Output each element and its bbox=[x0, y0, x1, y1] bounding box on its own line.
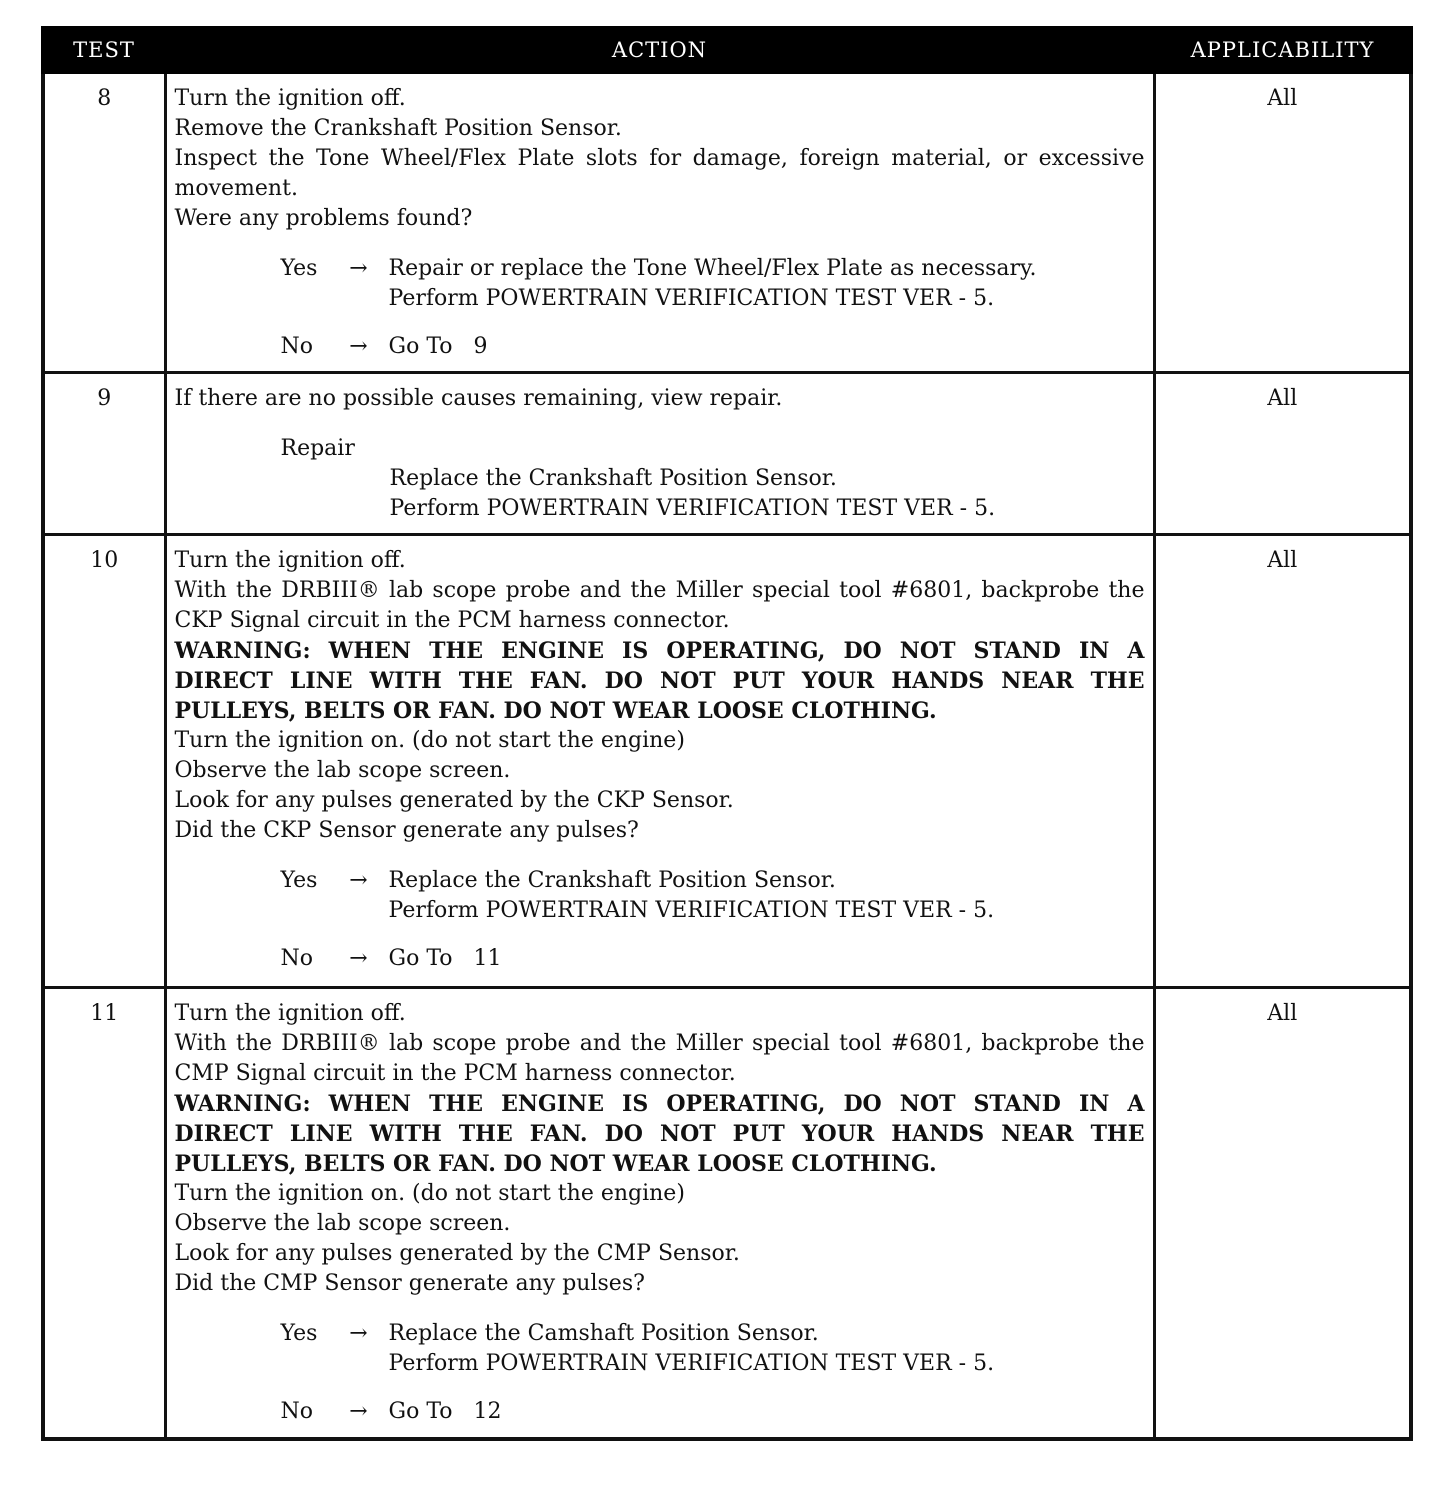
diagnostic-page bbox=[41, 26, 1409, 1441]
action-question: Were any problems found? bbox=[174, 206, 473, 231]
yes-result-line: Perform POWERTRAIN VERIFICATION TEST VER - 5. bbox=[388, 1350, 995, 1376]
action-line: Turn the ignition on. (do not start the engine) bbox=[174, 727, 685, 753]
applicability-cell: All bbox=[1154, 987, 1411, 1439]
warning-text: WARNING: WHEN THE ENGINE IS OPERATING, DO NOT STAND IN A DIRECT LINE WITH THE FAN. DO NOT PUT YOUR HANDS NEAR THE PULLEYS, BELTS OR FAN. DO NOT WEAR LOOSE CLOTHING. bbox=[174, 637, 1145, 724]
yes-result-line: Repair or replace the Tone Wheel/Flex Plate as necessary. bbox=[388, 256, 1037, 281]
no-label: No bbox=[280, 334, 313, 359]
yes-label: Yes bbox=[280, 867, 318, 893]
action-line: Observe the lab scope screen. bbox=[174, 757, 511, 783]
repair-line: Replace the Crankshaft Position Sensor. bbox=[389, 465, 837, 491]
table-row bbox=[43, 72, 1411, 372]
test-number: 9 bbox=[43, 372, 165, 534]
yes-result bbox=[389, 254, 1145, 314]
arrow-right-icon: → bbox=[349, 945, 368, 971]
test-number: 10 bbox=[43, 534, 165, 987]
action-line: Turn the ignition off. bbox=[174, 86, 406, 111]
test-number: 8 bbox=[43, 72, 165, 372]
yes-result-line: Perform POWERTRAIN VERIFICATION TEST VER - 5. bbox=[388, 286, 995, 311]
repair-label: Repair bbox=[280, 435, 355, 461]
action-cell bbox=[165, 372, 1154, 534]
arrow-right-icon: → bbox=[349, 1398, 368, 1424]
table-row bbox=[43, 534, 1411, 987]
action-line: Look for any pulses generated by the CKP Sensor. bbox=[174, 787, 734, 813]
applicability-cell: All bbox=[1154, 372, 1411, 534]
no-result: Go To 9 bbox=[388, 334, 488, 359]
header-applicability: APPLICABILITY bbox=[1154, 28, 1411, 72]
arrow-right-icon: → bbox=[349, 867, 368, 893]
action-line: If there are no possible causes remaining, view repair. bbox=[174, 385, 783, 411]
action-line: Inspect the Tone Wheel/Flex Plate slots for damage, foreign material, or excessive movement. bbox=[174, 146, 1145, 201]
yes-result-line: Replace the Crankshaft Position Sensor. bbox=[388, 867, 836, 893]
diagnostic-test-table bbox=[41, 26, 1413, 1441]
yes-label: Yes bbox=[280, 1320, 318, 1346]
action-cell bbox=[165, 534, 1154, 987]
action-line: Look for any pulses generated by the CMP Sensor. bbox=[174, 1240, 740, 1266]
table-row bbox=[43, 372, 1411, 534]
no-branch bbox=[281, 1397, 1145, 1427]
applicability-cell: All bbox=[1154, 534, 1411, 987]
yes-result-line: Perform POWERTRAIN VERIFICATION TEST VER - 5. bbox=[388, 897, 995, 923]
table-header-row bbox=[43, 28, 1411, 72]
action-question: Did the CMP Sensor generate any pulses? bbox=[174, 1270, 645, 1296]
yes-branch bbox=[281, 254, 1145, 314]
action-line: Turn the ignition off. bbox=[174, 547, 406, 573]
no-branch bbox=[281, 332, 1145, 362]
header-action: ACTION bbox=[165, 28, 1154, 72]
repair-line: Perform POWERTRAIN VERIFICATION TEST VER - 5. bbox=[389, 495, 996, 521]
yes-result-line: Replace the Camshaft Position Sensor. bbox=[388, 1320, 819, 1346]
no-branch bbox=[281, 944, 1145, 974]
yes-result bbox=[389, 1319, 1145, 1379]
table-row bbox=[43, 987, 1411, 1439]
warning-text: WARNING: WHEN THE ENGINE IS OPERATING, DO NOT STAND IN A DIRECT LINE WITH THE FAN. DO NOT PUT YOUR HANDS NEAR THE PULLEYS, BELTS OR FAN. DO NOT WEAR LOOSE CLOTHING. bbox=[174, 1090, 1145, 1177]
no-result: Go To 11 bbox=[388, 945, 502, 971]
action-cell bbox=[165, 987, 1154, 1439]
header-test: TEST bbox=[43, 28, 165, 72]
no-label: No bbox=[280, 1398, 313, 1424]
action-question: Did the CKP Sensor generate any pulses? bbox=[174, 817, 639, 843]
yes-result bbox=[389, 866, 1145, 926]
action-line: Turn the ignition on. (do not start the engine) bbox=[174, 1180, 685, 1206]
yes-label: Yes bbox=[280, 256, 318, 281]
applicability-cell: All bbox=[1154, 72, 1411, 372]
action-line: Observe the lab scope screen. bbox=[174, 1210, 511, 1236]
no-label: No bbox=[280, 945, 313, 971]
action-line: With the DRBIII® lab scope probe and the Miller special tool #6801, backprobe the CMP Signal circuit in the PCM harness connector. bbox=[174, 1030, 1145, 1086]
action-cell bbox=[165, 72, 1154, 372]
action-line: Turn the ignition off. bbox=[174, 1000, 406, 1026]
action-line: With the DRBIII® lab scope probe and the Miller special tool #6801, backprobe the CKP Signal circuit in the PCM harness connector. bbox=[174, 577, 1145, 633]
no-result: Go To 12 bbox=[388, 1398, 502, 1424]
test-number: 11 bbox=[43, 987, 165, 1439]
arrow-right-icon: → bbox=[349, 334, 368, 359]
yes-branch bbox=[281, 866, 1145, 926]
action-line: Remove the Crankshaft Position Sensor. bbox=[174, 116, 622, 141]
arrow-right-icon: → bbox=[349, 1320, 368, 1346]
yes-branch bbox=[281, 1319, 1145, 1379]
arrow-right-icon: → bbox=[349, 256, 368, 281]
